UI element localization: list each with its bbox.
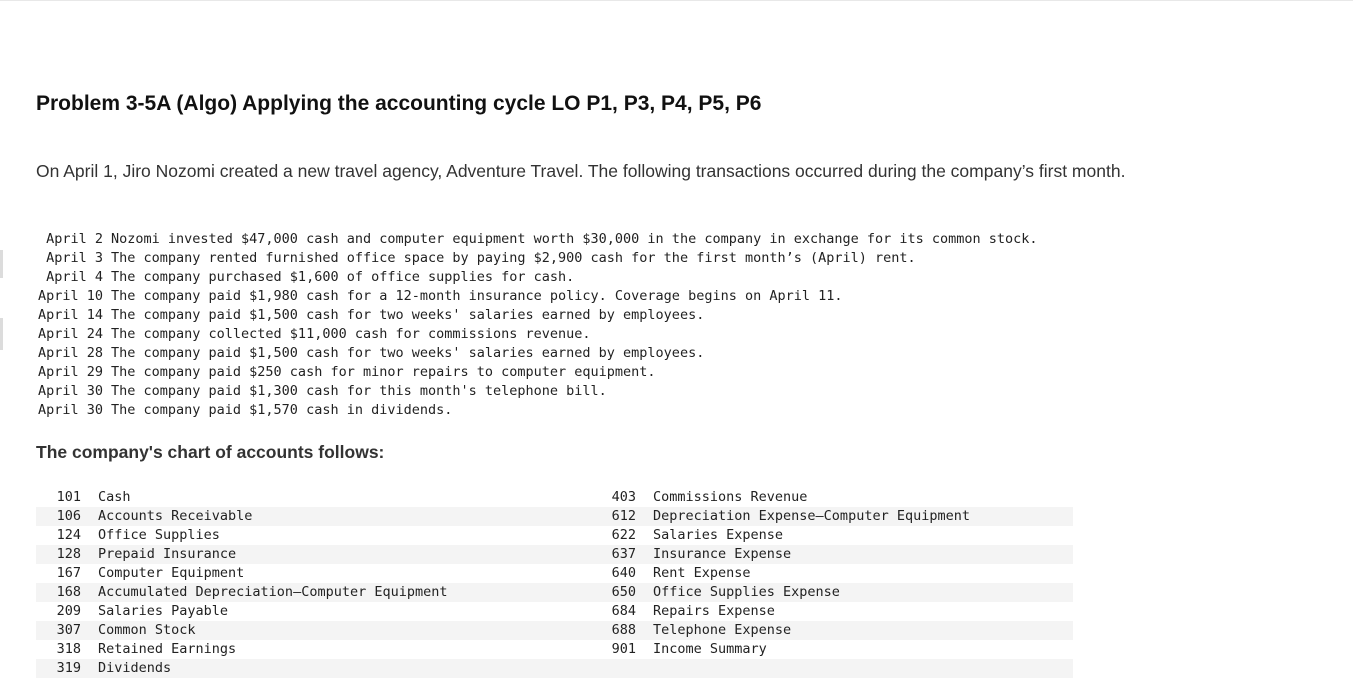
table-row [36, 659, 1073, 678]
transaction-description: The company paid $1,980 cash for a 12-month insurance policy. Coverage begins on April 11. [111, 288, 843, 304]
account-number [591, 659, 653, 678]
transaction-row [36, 382, 1038, 401]
transaction-date: April 24 [37, 326, 103, 342]
table-row [36, 621, 1073, 640]
chart-of-accounts-heading: The company's chart of accounts follows: [36, 442, 385, 462]
account-number: 640 [611, 565, 636, 581]
account-name: Rent Expense [653, 565, 751, 581]
account-number: 106 [36, 507, 98, 526]
account-number: 307 [36, 621, 98, 640]
transaction-date: April 29 [37, 364, 103, 380]
transaction-row [36, 306, 1038, 325]
account-name: Computer Equipment [98, 565, 245, 581]
table-row [36, 640, 1073, 659]
transaction-row [36, 268, 1038, 287]
transaction-date: April 3 [46, 250, 103, 266]
transaction-description: The company paid $1,300 cash for this month's telephone bill. [111, 383, 607, 399]
table-row [36, 564, 1073, 583]
account-name: Repairs Expense [653, 603, 775, 619]
account-name: Cash [98, 489, 131, 505]
account-number: 684 [611, 603, 636, 619]
account-name: Depreciation Expense—Computer Equipment [653, 507, 1073, 526]
account-name: Dividends [98, 659, 591, 678]
table-row [36, 583, 1073, 602]
account-number: 318 [56, 641, 81, 657]
problem-title: Problem 3-5A (Algo) Applying the accounting cycle LO P1, P3, P4, P5, P6 [36, 92, 762, 115]
chart-of-accounts-table [36, 488, 1073, 678]
transaction-date: April 30 [37, 402, 103, 418]
account-number: 124 [56, 527, 81, 543]
account-number: 167 [56, 565, 81, 581]
account-number: 209 [56, 603, 81, 619]
transaction-date: April 10 [37, 288, 103, 304]
table-row [36, 545, 1073, 564]
account-number: 101 [56, 489, 81, 505]
account-number: 688 [591, 621, 653, 640]
table-row [36, 507, 1073, 526]
account-number: 637 [591, 545, 653, 564]
account-name: Retained Earnings [98, 641, 237, 657]
account-number: 168 [36, 583, 98, 602]
transaction-date: April 4 [46, 269, 103, 285]
account-name: Office Supplies [98, 527, 220, 543]
account-name: Office Supplies Expense [653, 583, 1073, 602]
left-edge-marker [0, 318, 3, 350]
account-name [653, 659, 1073, 678]
account-name: Telephone Expense [653, 621, 1073, 640]
account-number: 901 [611, 641, 636, 657]
account-name: Salaries Payable [98, 603, 229, 619]
account-name: Prepaid Insurance [98, 545, 591, 564]
account-name: Common Stock [98, 621, 591, 640]
transaction-description: The company paid $250 cash for minor repairs to computer equipment. [111, 364, 656, 380]
transactions-list [36, 230, 1038, 420]
transaction-row [36, 401, 1038, 420]
transaction-row [36, 325, 1038, 344]
table-row [36, 488, 1073, 507]
transaction-date: April 2 [46, 231, 103, 247]
transaction-date: April 28 [37, 345, 103, 361]
transaction-row [36, 363, 1038, 382]
account-number: 650 [591, 583, 653, 602]
transaction-description: Nozomi invested $47,000 cash and computer equipment worth $30,000 in the company in exchange for its common stock. [111, 231, 1038, 247]
account-name: Commissions Revenue [653, 489, 808, 505]
transaction-description: The company paid $1,570 cash in dividends. [111, 402, 453, 418]
account-number: 319 [36, 659, 98, 678]
account-number: 128 [36, 545, 98, 564]
transaction-description: The company rented furnished office space by paying $2,900 cash for the first month’s (April) rent. [111, 250, 916, 266]
transaction-row [36, 344, 1038, 363]
problem-intro: On April 1, Jiro Nozomi created a new travel agency, Adventure Travel. The following transactions occurred during the company’s first month. [36, 161, 1126, 181]
account-name: Insurance Expense [653, 545, 1073, 564]
left-edge-marker [0, 250, 3, 278]
transaction-description: The company purchased $1,600 of office supplies for cash. [111, 269, 575, 285]
transaction-date: April 30 [37, 383, 103, 399]
account-number: 622 [611, 527, 636, 543]
top-divider [0, 0, 1353, 1]
transaction-description: The company paid $1,500 cash for two weeks' salaries earned by employees. [111, 307, 705, 323]
account-name: Income Summary [653, 641, 767, 657]
account-name: Accumulated Depreciation—Computer Equipment [98, 583, 591, 602]
account-number: 612 [591, 507, 653, 526]
transaction-description: The company paid $1,500 cash for two weeks' salaries earned by employees. [111, 345, 705, 361]
account-name: Salaries Expense [653, 527, 784, 543]
transaction-description: The company collected $11,000 cash for commissions revenue. [111, 326, 591, 342]
table-row [36, 602, 1073, 621]
account-number: 403 [611, 489, 636, 505]
transaction-row [36, 249, 1038, 268]
account-name: Accounts Receivable [98, 507, 591, 526]
table-row [36, 526, 1073, 545]
transaction-date: April 14 [37, 307, 103, 323]
transaction-row [36, 230, 1038, 249]
transaction-row [36, 287, 1038, 306]
